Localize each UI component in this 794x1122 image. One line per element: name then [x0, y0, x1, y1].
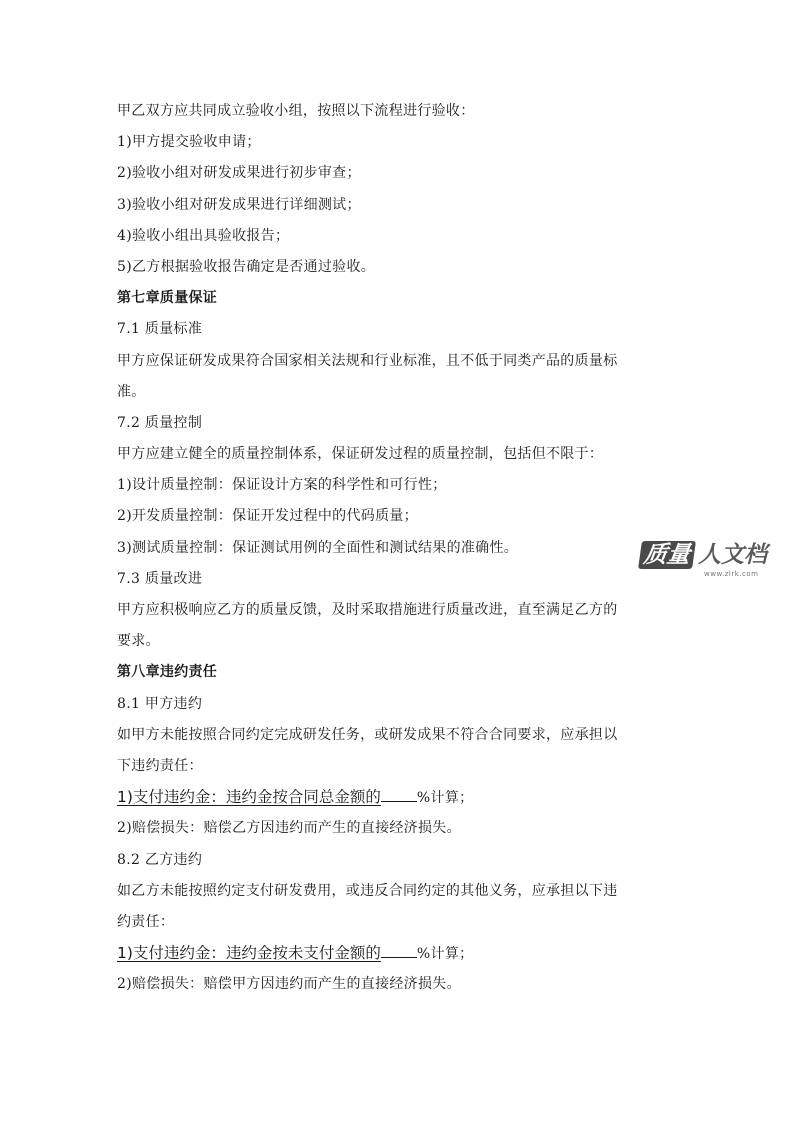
acceptance-step: 4)验收小组出具验收报告； — [117, 227, 290, 244]
intro-paragraph: 甲乙双方应共同成立验收小组，按照以下流程进行验收： — [117, 103, 475, 119]
penalty-item-1 — [117, 782, 682, 813]
watermark-logo — [640, 541, 784, 585]
penalty-item-2: 2)赔偿损失：赔偿甲方因违约而产生的直接经济损失。 — [117, 976, 461, 993]
percentage-blank — [381, 787, 417, 802]
acceptance-step: 5)乙方根据验收报告确定是否通过验收。 — [117, 258, 376, 275]
section-7-1-text: 甲方应保证研发成果符合国家相关法规和行业标准，且不低于同类产品的质量标 — [117, 352, 618, 369]
acceptance-step: 1)甲方提交验收申请； — [117, 134, 261, 151]
section-8-1-text: 如甲方未能按照合同约定完成研发任务，或研发成果不符合合同要求，应承担以 — [117, 726, 618, 743]
section-7-1-title: 7.1 质量标准 — [117, 321, 203, 338]
section-8-2-title: 8.2 乙方违约 — [117, 851, 203, 868]
penalty-item-1-suffix: %计算； — [416, 946, 474, 963]
watermark-box-text: 质量 — [638, 541, 696, 569]
penalty-item-1-suffix: %计算； — [416, 790, 474, 807]
percentage-blank — [381, 943, 417, 958]
chapter-8-title: 第八章违约责任 — [117, 664, 218, 681]
acceptance-step: 2)验收小组对研发成果进行初步审查； — [117, 165, 361, 182]
penalty-item-2: 2)赔偿损失：赔偿乙方因违约而产生的直接经济损失。 — [117, 820, 461, 837]
section-8-1-text-cont: 下违约责任： — [117, 757, 203, 774]
section-7-3-text: 甲方应积极响应乙方的质量反馈，及时采取措施进行质量改进，直至满足乙方的 — [117, 602, 618, 618]
section-8-1-title: 8.1 甲方违约 — [117, 695, 203, 712]
section-7-2-text: 甲方应建立健全的质量控制体系，保证研发过程的质量控制，包括但不限于： — [117, 446, 604, 463]
quality-control-item: 2)开发质量控制：保证开发过程中的代码质量； — [117, 508, 418, 525]
section-8-2-text-cont: 约责任： — [117, 913, 175, 930]
penalty-item-1-main: 1)支付违约金：违约金按未支付金额的 — [117, 944, 381, 963]
section-8-2-text: 如乙方未能按照约定支付研发费用，或违反合同约定的其他义务，应承担以下违 — [117, 882, 618, 899]
quality-control-item: 1)设计质量控制：保证设计方案的科学性和可行性； — [117, 477, 447, 494]
section-7-2-title: 7.2 质量控制 — [117, 414, 203, 431]
acceptance-step: 3)验收小组对研发成果进行详细测试； — [117, 196, 361, 213]
section-7-3-text-cont: 要求。 — [117, 633, 160, 650]
document-page — [117, 96, 682, 1000]
quality-control-item: 3)测试质量控制：保证测试用例的全面性和测试结果的准确性。 — [117, 539, 519, 556]
penalty-item-1 — [117, 938, 682, 969]
section-7-3-title: 7.3 质量改进 — [117, 570, 203, 587]
chapter-7-title: 第七章质量保证 — [117, 290, 218, 307]
section-7-1-text-cont: 准。 — [117, 383, 146, 400]
watermark-text: 人文档 — [698, 542, 767, 568]
watermark-url: www.zlrk.com — [704, 570, 759, 578]
penalty-item-1-main: 1)支付违约金：违约金按合同总金额的 — [117, 788, 381, 807]
